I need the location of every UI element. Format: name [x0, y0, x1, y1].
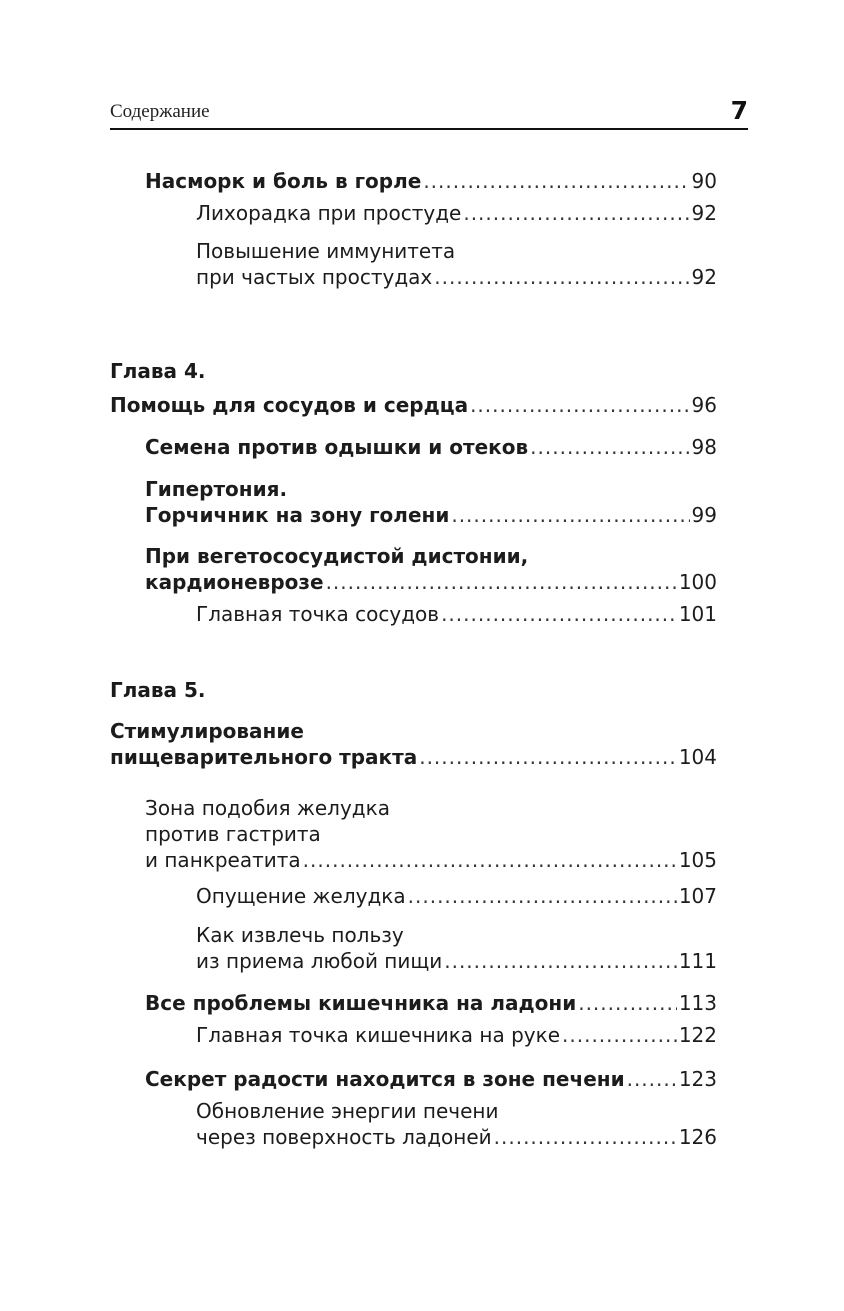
toc-subentry[interactable]: [196, 601, 717, 627]
page-number: 7: [730, 96, 748, 125]
toc-page-number: 96: [691, 393, 717, 417]
toc-entry-title: кардионеврозе: [145, 570, 324, 594]
toc-leader-dots: [444, 948, 677, 974]
toc-entry[interactable]: [145, 990, 717, 1016]
toc-page-number: 122: [678, 1023, 717, 1047]
toc-leader-dots: [419, 744, 677, 770]
toc-page-number: 105: [678, 848, 717, 872]
toc-entry[interactable]: [145, 168, 717, 194]
toc-page-number: 101: [678, 602, 717, 626]
toc-subentry[interactable]: [196, 1098, 717, 1150]
toc-subentry[interactable]: [196, 238, 717, 290]
toc-entry-title: и панкреатита: [145, 848, 301, 872]
toc-entry-title: Все проблемы кишечника на ладони: [145, 991, 577, 1015]
toc-entry-title: Горчичник на зону голени: [145, 503, 450, 527]
toc-leader-dots: [470, 392, 689, 418]
toc-chapter-entry[interactable]: [110, 718, 717, 770]
toc-entry-title: из приема любой пищи: [196, 949, 443, 973]
toc-subentry[interactable]: [196, 883, 717, 909]
toc-leader-dots: [408, 883, 677, 909]
toc-page-number: 123: [678, 1067, 717, 1091]
toc-entry-title: пищеварительного тракта: [110, 745, 418, 769]
toc-page-number: 98: [691, 435, 717, 459]
toc-entry-title: Главная точка кишечника на руке: [196, 1023, 561, 1047]
toc-chapter-entry[interactable]: [110, 392, 717, 418]
toc-leader-dots: [530, 434, 689, 460]
toc-subentry[interactable]: [196, 1022, 717, 1048]
toc-entry-title-line: Повышение иммунитета: [196, 239, 456, 263]
toc-entry-title: Лихорадка при простуде: [196, 201, 462, 225]
toc-entry-title: Секрет радости находится в зоне печени: [145, 1067, 625, 1091]
toc-subentry[interactable]: [196, 200, 717, 226]
toc-entry-title-line: Гипертония.: [145, 477, 288, 501]
toc-entry-title-line: При вегетососудистой дистонии,: [145, 544, 529, 568]
toc-entry[interactable]: [145, 543, 717, 595]
toc-entry[interactable]: [145, 1066, 717, 1092]
toc-entry[interactable]: [145, 476, 717, 528]
toc-entry-title-line: Зона подобия желудка: [145, 796, 390, 820]
toc-leader-dots: [451, 502, 689, 528]
toc-entry[interactable]: [145, 434, 717, 460]
toc-entry-title-line: Обновление энергии печени: [196, 1099, 499, 1123]
toc-entry-title: Насморк и боль в горле: [145, 169, 422, 193]
toc-leader-dots: [441, 601, 677, 627]
toc-leader-dots: [463, 200, 689, 226]
chapter-label: Глава 4.: [110, 359, 206, 383]
toc-entry-title: Опущение желудка: [196, 884, 406, 908]
toc-page-number: 126: [678, 1125, 717, 1149]
toc-leader-dots: [578, 990, 677, 1016]
toc-leader-dots: [303, 847, 677, 873]
toc-entry-title: Семена против одышки и отеков: [145, 435, 529, 459]
toc-entry[interactable]: [145, 795, 717, 873]
toc-page-number: 92: [691, 265, 717, 289]
toc-page-number: 111: [678, 949, 717, 973]
toc-page-number: 107: [678, 884, 717, 908]
toc-entry-title-line: Как извлечь пользу: [196, 923, 404, 947]
toc-leader-dots: [434, 264, 689, 290]
toc-leader-dots: [494, 1124, 677, 1150]
toc-leader-dots: [562, 1022, 677, 1048]
toc-entry-title-line: против гастрита: [145, 822, 321, 846]
toc-subentry[interactable]: [196, 922, 717, 974]
toc-page-number: 92: [691, 201, 717, 225]
toc-entry-title: через поверхность ладоней: [196, 1125, 492, 1149]
toc-leader-dots: [423, 168, 689, 194]
chapter-label: Глава 5.: [110, 678, 206, 702]
running-header-title: Содержание: [110, 101, 210, 122]
toc-page-number: 104: [678, 745, 717, 769]
toc-entry-title: Главная точка сосудов: [196, 602, 440, 626]
toc-page-number: 90: [691, 169, 717, 193]
toc-leader-dots: [326, 569, 677, 595]
toc-entry-title-line: Стимулирование: [110, 719, 304, 743]
toc-entry-title: при частых простудах: [196, 265, 433, 289]
toc-leader-dots: [627, 1066, 677, 1092]
toc-entry-title: Помощь для сосудов и сердца: [110, 393, 469, 417]
header-rule: [110, 128, 748, 130]
toc-page-number: 99: [691, 503, 717, 527]
toc-page-number: 113: [678, 991, 717, 1015]
toc-page-number: 100: [678, 570, 717, 594]
